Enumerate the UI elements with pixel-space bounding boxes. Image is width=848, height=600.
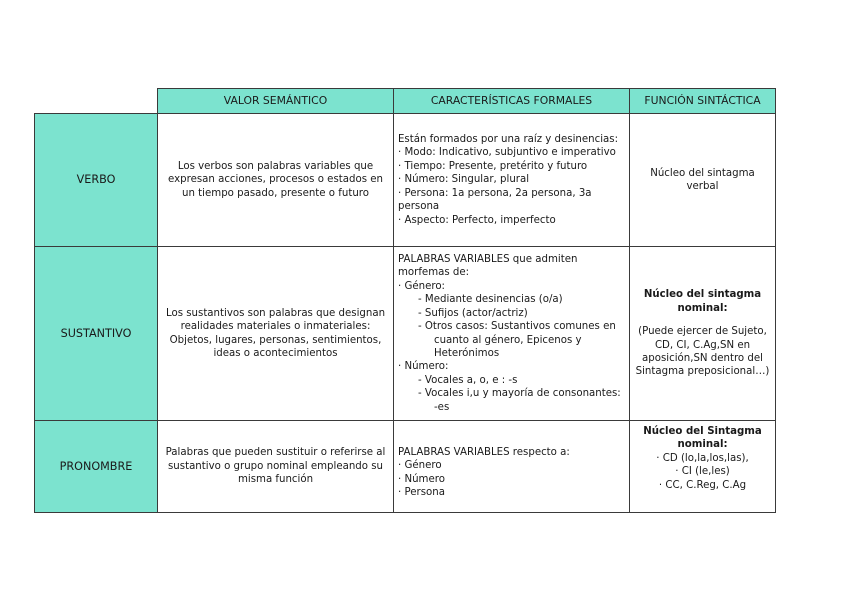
header-formal: CARACTERÍSTICAS FORMALES <box>394 89 630 114</box>
verbo-formal-line: Están formados por una raíz y desinencias: <box>398 134 619 146</box>
verbo-syntactic: Núcleo del sintagma verbal <box>630 114 776 247</box>
pronombre-formal-line: · Número <box>398 473 445 485</box>
row-label-sustantivo: SUSTANTIVO <box>35 247 158 421</box>
verbo-formal-line: · Número: Singular, plural <box>398 174 530 186</box>
pronombre-formal <box>394 421 630 513</box>
pronombre-formal-line: PALABRAS VARIABLES respecto a: <box>398 446 570 458</box>
corner-cell <box>35 89 158 114</box>
header-row <box>35 89 776 114</box>
sustantivo-semantic: Los sustantivos son palabras que designan realidades materiales o inmateriales: Objetos, lugares, personas, sentimientos, ideas o acontecimientos <box>158 247 394 421</box>
verbo-formal-line: · Modo: Indicativo, subjuntivo e imperativo <box>398 147 616 159</box>
header-semantic: VALOR SEMÁNTICO <box>158 89 394 114</box>
pronombre-semantic: Palabras que pueden sustituir o referirse al sustantivo o grupo nominal empleando su misma función <box>158 421 394 513</box>
row-label-pronombre: PRONOMBRE <box>35 421 158 513</box>
sustantivo-genero-item: - Otros casos: Sustantivos comunes en cuanto al género, Epicenos y Heterónimos <box>418 321 616 359</box>
sustantivo-formal-intro: PALABRAS VARIABLES que admiten morfemas de: <box>398 254 578 279</box>
verbo-semantic: Los verbos son palabras variables que expresan acciones, procesos o estados en un tiempo pasado, presente o futuro <box>158 114 394 247</box>
pronombre-syntactic <box>630 421 776 513</box>
verbo-formal-line: · Aspecto: Perfecto, imperfecto <box>398 214 556 226</box>
pronombre-syntactic-item: · CC, C.Reg, C.Ag <box>658 479 747 491</box>
sustantivo-genero-item: - Sufijos (actor/actriz) <box>418 307 528 319</box>
sustantivo-syntactic-note: (Puede ejercer de Sujeto, CD, CI, C.Ag,SN en aposición,SN dentro del Sintagma preposicional…) <box>635 326 770 378</box>
sustantivo-genero-item: - Mediante desinencias (o/a) <box>418 294 563 306</box>
pronombre-formal-line: · Persona <box>398 486 445 498</box>
sustantivo-formal-numero: · Número: <box>398 361 449 373</box>
sustantivo-formal <box>394 247 630 421</box>
sustantivo-numero-item: - Vocales i,u y mayoría de consonantes: -es <box>418 388 621 413</box>
row-label-verbo: VERBO <box>35 114 158 247</box>
grammar-table <box>34 88 776 513</box>
verbo-formal <box>394 114 630 247</box>
verbo-formal-line: · Persona: 1a persona, 2a persona, 3a persona <box>398 187 592 213</box>
verbo-formal-line: · Tiempo: Presente, pretérito y futuro <box>398 160 588 172</box>
sustantivo-numero-item: - Vocales a, o, e : -s <box>418 374 518 386</box>
header-syntactic: FUNCIÓN SINTÁCTICA <box>630 89 776 114</box>
pronombre-syntactic-title: Núcleo del Sintagma nominal: <box>643 426 762 451</box>
table-row-pronombre <box>35 421 776 513</box>
pronombre-formal-line: · Género <box>398 460 442 472</box>
table-row-verbo <box>35 114 776 247</box>
sustantivo-syntactic <box>630 247 776 421</box>
sustantivo-formal-genero: · Género: <box>398 280 445 292</box>
pronombre-syntactic-item: · CD (lo,la,los,las), <box>656 452 749 464</box>
table-row-sustantivo <box>35 247 776 421</box>
pronombre-syntactic-item: · CI (le,les) <box>675 466 730 478</box>
sustantivo-syntactic-title: Núcleo del sintagma nominal: <box>643 289 762 314</box>
